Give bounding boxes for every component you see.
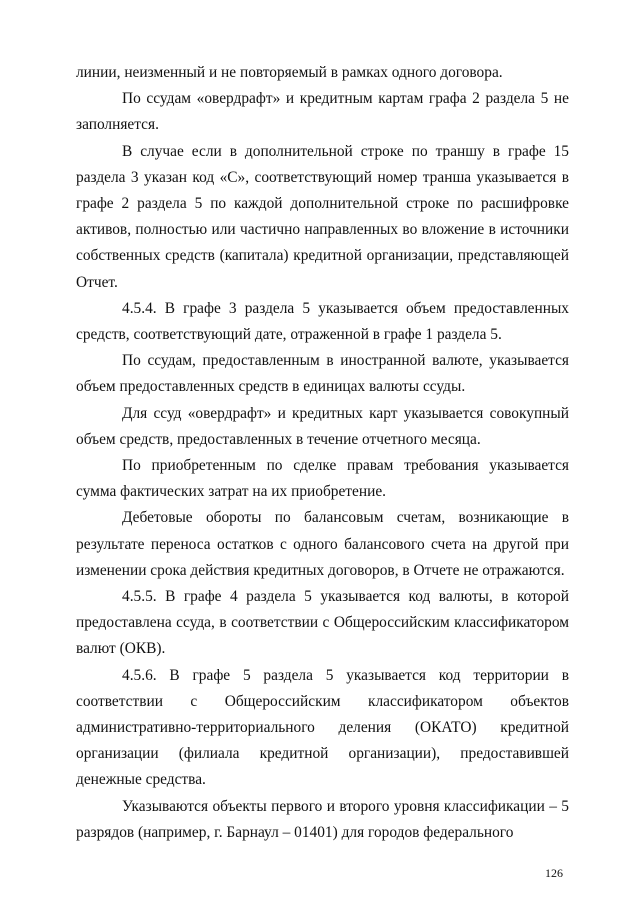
paragraph-4-5-5: 4.5.5. В графе 4 раздела 5 указывается код валюты, в которой предоставлена ссуда, в соответствии с Общероссийским классификатором валют (ОКВ). [76, 588, 569, 658]
paragraph: Для ссуд «овердрафт» и кредитных карт указывается совокупный объем средств, предоставленных в течение отчетного месяца. [76, 404, 569, 448]
paragraph: Указываются объекты первого и второго уровня классификации – 5 разрядов (например, г. Барнаул – 01401) для городов федерального [76, 797, 569, 841]
paragraph: Дебетовые обороты по балансовым счетам, возникающие в результате переноса остатков с одного балансового счета на другой при изменении срока действия кредитных договоров, в Отчете не отражаются. [76, 509, 569, 579]
paragraph: По ссудам «овердрафт» и кредитным картам графа 2 раздела 5 не заполняется. [76, 90, 569, 134]
paragraph-continuation: линии, неизменный и не повторяемый в рамках одного договора. [76, 64, 503, 81]
paragraph-4-5-4: 4.5.4. В графе 3 раздела 5 указывается объем предоставленных средств, соответствующий дате, отраженной в графе 1 раздела 5. [76, 299, 569, 344]
page-text [76, 60, 569, 846]
page-number: 126 [545, 866, 563, 880]
paragraph: В случае если в дополнительной строке по траншу в графе 15 раздела 3 указан код «С», соответствующий номер транша указывается в графе 2 раздела 5 по каждой дополнительной строке по расшифровке активов, полностью или частично направленных во вложение в источники собственных средств (капитала) кредитной организации, представляющей Отчет. [76, 142, 569, 291]
paragraph-4-5-6: 4.5.6. В графе 5 раздела 5 указывается код территории в соответствии с Общероссийским классификатором объектов административно-территориального деления (ОКАТО) кредитной организации (филиала кредитной организации), предоставившей денежные средства. [76, 666, 569, 789]
paragraph: По приобретенным по сделке правам требования указывается сумма фактических затрат на их приобретение. [76, 457, 569, 501]
paragraph: По ссудам, предоставленным в иностранной валюте, указывается объем предоставленных средств в единицах валюты ссуды. [76, 352, 569, 396]
